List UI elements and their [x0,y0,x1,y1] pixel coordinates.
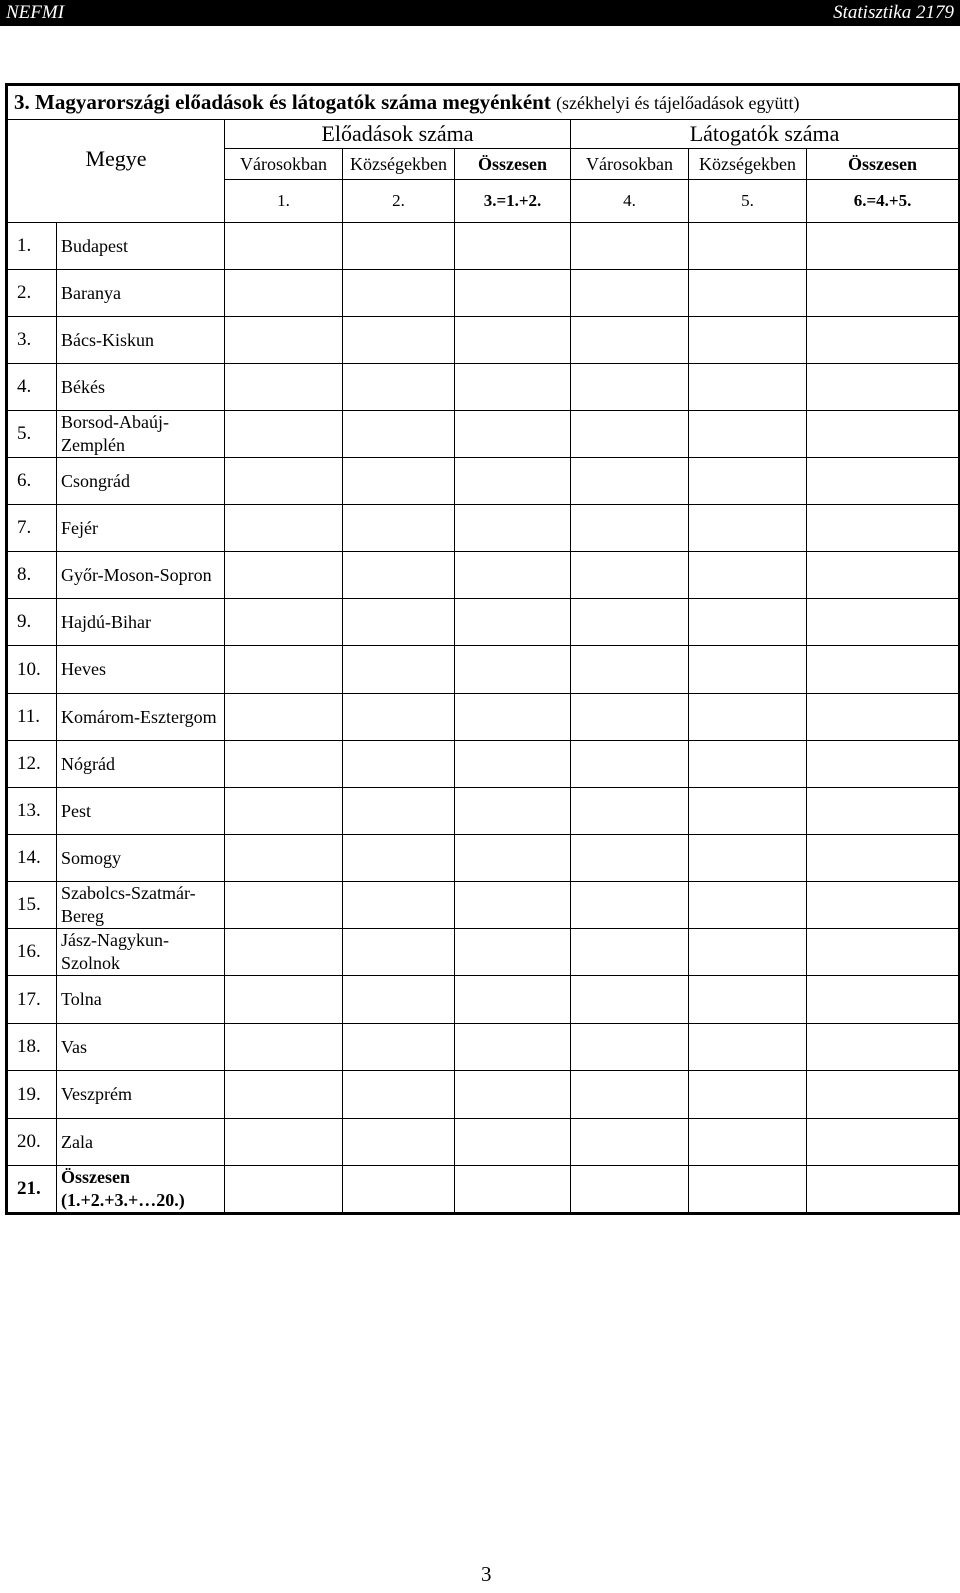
data-cell[interactable] [225,1024,343,1071]
data-cell[interactable] [807,788,960,835]
data-cell[interactable] [689,1071,807,1119]
county-name-text: Baranya [61,282,121,303]
data-cell[interactable] [571,364,689,411]
data-cell[interactable] [343,788,455,835]
header-left: NEFMI [6,2,65,23]
data-cell[interactable] [689,552,807,599]
row-number: 2. [7,270,57,317]
data-cell[interactable] [807,505,960,552]
data-cell[interactable] [689,1119,807,1166]
table-row [7,1024,960,1071]
county-name-text: Komárom-Esztergom [61,706,217,727]
data-cell[interactable] [343,646,455,694]
data-cell[interactable] [225,646,343,694]
county-name-text: Hajdú-Bihar [61,611,151,632]
table-row [7,976,960,1024]
data-cell[interactable] [689,505,807,552]
data-cell[interactable] [807,882,960,929]
table-title [7,85,960,120]
data-cell[interactable] [571,1166,689,1214]
row-number: 16. [7,929,57,976]
data-cell[interactable] [807,552,960,599]
table-row [7,646,960,694]
table-row [7,505,960,552]
data-cell[interactable] [689,458,807,505]
data-cell[interactable] [807,223,960,270]
county-name [57,599,225,646]
column-number: 6.=4.+5. [807,180,960,223]
column-number: 1. [225,180,343,223]
data-cell[interactable] [689,599,807,646]
data-cell[interactable] [689,1166,807,1214]
data-cell[interactable] [571,552,689,599]
data-cell[interactable] [343,835,455,882]
row-number: 1. [7,223,57,270]
county-name-text: Összesen [61,1167,130,1187]
data-cell[interactable] [343,411,455,458]
row-number: 17. [7,976,57,1024]
sub-header: Összesen [807,149,960,180]
column-number: 4. [571,180,689,223]
data-cell[interactable] [225,599,343,646]
table-row [7,835,960,882]
data-cell[interactable] [807,599,960,646]
column-number: 5. [689,180,807,223]
data-cell[interactable] [225,976,343,1024]
data-cell[interactable] [571,505,689,552]
data-cell[interactable] [225,458,343,505]
data-cell[interactable] [571,929,689,976]
data-cell[interactable] [455,1119,571,1166]
table-row [7,270,960,317]
group-header-eloadasok: Előadások száma [225,120,571,149]
data-cell[interactable] [455,364,571,411]
data-cell[interactable] [343,599,455,646]
table-row [7,552,960,599]
data-cell[interactable] [225,882,343,929]
row-number: 20. [7,1119,57,1166]
data-cell[interactable] [571,646,689,694]
county-name-text: Csongrád [61,470,130,491]
data-cell[interactable] [689,976,807,1024]
data-cell[interactable] [807,741,960,788]
data-cell[interactable] [571,411,689,458]
row-number: 11. [7,694,57,741]
county-name-text: Vas [61,1036,87,1057]
county-name [57,552,225,599]
data-cell[interactable] [455,270,571,317]
data-cell[interactable] [807,270,960,317]
county-name [57,694,225,741]
title-main: 3. Magyarországi előadások és látogatók száma megyénként [14,90,551,114]
county-name-text: Jász-Nagykun-Szolnok [61,930,169,973]
data-cell[interactable] [455,741,571,788]
data-cell[interactable] [455,458,571,505]
data-cell[interactable] [807,929,960,976]
data-cell[interactable] [225,741,343,788]
data-cell[interactable] [807,1071,960,1119]
data-cell[interactable] [571,1071,689,1119]
county-name [57,458,225,505]
table-row [7,317,960,364]
data-cell[interactable] [455,694,571,741]
table-row [7,1166,960,1214]
data-cell[interactable] [689,788,807,835]
row-number: 19. [7,1071,57,1119]
data-cell[interactable] [343,882,455,929]
row-number: 18. [7,1024,57,1071]
table-row [7,599,960,646]
row-number: 12. [7,741,57,788]
data-cell[interactable] [571,788,689,835]
row-number: 15. [7,882,57,929]
data-cell[interactable] [343,1166,455,1214]
column-number: 2. [343,180,455,223]
data-cell[interactable] [571,599,689,646]
table-row [7,694,960,741]
county-name-text: Pest [61,800,92,821]
table-row [7,788,960,835]
data-cell[interactable] [225,223,343,270]
sub-header: Városokban [225,149,343,180]
county-name [57,1166,225,1214]
data-cell[interactable] [343,1024,455,1071]
county-name-text: Somogy [61,847,122,868]
data-cell[interactable] [571,694,689,741]
data-cell[interactable] [571,270,689,317]
data-cell[interactable] [689,317,807,364]
table-row [7,1071,960,1119]
sub-header: Községekben [343,149,455,180]
table-row [7,882,960,929]
megye-header: Megye [7,120,225,223]
data-cell[interactable] [343,929,455,976]
table-row [7,364,960,411]
data-cell[interactable] [807,411,960,458]
data-cell[interactable] [225,694,343,741]
row-number: 14. [7,835,57,882]
data-cell[interactable] [455,1166,571,1214]
row-number: 3. [7,317,57,364]
row-number: 13. [7,788,57,835]
data-cell[interactable] [225,788,343,835]
county-name-text: Szabolcs-Szatmár-Bereg [61,883,196,926]
data-cell[interactable] [807,694,960,741]
page-number: 3 [481,1562,492,1586]
data-cell[interactable] [689,741,807,788]
county-name [57,835,225,882]
data-cell[interactable] [571,223,689,270]
county-name [57,929,225,976]
data-cell[interactable] [571,317,689,364]
data-cell[interactable] [455,505,571,552]
row-number: 10. [7,646,57,694]
county-name-text: Tolna [61,989,102,1009]
data-cell[interactable] [807,458,960,505]
page-header [0,0,960,26]
data-cell[interactable] [343,741,455,788]
county-name [57,646,225,694]
row-number: 4. [7,364,57,411]
data-cell[interactable] [689,270,807,317]
county-name [57,788,225,835]
data-cell[interactable] [571,976,689,1024]
county-name [57,976,225,1024]
data-cell[interactable] [807,1166,960,1214]
data-cell[interactable] [343,976,455,1024]
county-name-text: Veszprém [61,1084,132,1104]
data-cell[interactable] [689,411,807,458]
row-number: 8. [7,552,57,599]
county-name [57,411,225,458]
county-name-sub: (1.+2.+3.+…20.) [61,1190,185,1210]
county-name [57,1119,225,1166]
data-cell[interactable] [455,223,571,270]
data-cell[interactable] [343,364,455,411]
county-name [57,317,225,364]
table-row [7,929,960,976]
data-cell[interactable] [455,788,571,835]
data-cell[interactable] [807,976,960,1024]
data-cell[interactable] [455,835,571,882]
county-name-text: Bács-Kiskun [61,329,154,350]
data-cell[interactable] [455,1024,571,1071]
data-cell[interactable] [343,1119,455,1166]
county-name-text: Budapest [61,235,128,256]
data-cell[interactable] [807,317,960,364]
row-number: 6. [7,458,57,505]
data-cell[interactable] [225,1071,343,1119]
data-cell[interactable] [343,458,455,505]
data-cell[interactable] [571,1119,689,1166]
data-cell[interactable] [343,223,455,270]
table-row [7,741,960,788]
data-cell[interactable] [807,364,960,411]
data-cell[interactable] [571,835,689,882]
data-cell[interactable] [689,835,807,882]
county-name [57,882,225,929]
county-name-text: Heves [61,659,106,679]
data-cell[interactable] [571,458,689,505]
county-name [57,270,225,317]
table-row [7,458,960,505]
sub-header: Városokban [571,149,689,180]
data-cell[interactable] [225,1119,343,1166]
data-cell[interactable] [343,1071,455,1119]
row-number: 21. [7,1166,57,1214]
data-cell[interactable] [807,835,960,882]
county-name-text: Borsod-Abaúj-Zemplén [61,412,169,455]
county-name-text: Békés [61,376,105,397]
data-cell[interactable] [455,646,571,694]
county-name-text: Fejér [61,517,98,538]
data-cell[interactable] [807,1024,960,1071]
data-cell[interactable] [225,411,343,458]
county-name [57,364,225,411]
row-number: 7. [7,505,57,552]
table-row [7,411,960,458]
data-cell[interactable] [343,270,455,317]
data-cell[interactable] [455,976,571,1024]
group-header-latogatok: Látogatók száma [571,120,960,149]
data-cell[interactable] [343,317,455,364]
row-number: 9. [7,599,57,646]
data-cell[interactable] [689,882,807,929]
data-cell[interactable] [225,835,343,882]
data-cell[interactable] [571,1024,689,1071]
data-cell[interactable] [225,552,343,599]
data-cell[interactable] [455,411,571,458]
data-cell[interactable] [343,552,455,599]
data-cell[interactable] [571,882,689,929]
county-name-text: Győr-Moson-Sopron [61,564,212,585]
header-right: Statisztika 2179 [833,2,954,23]
data-cell[interactable] [455,882,571,929]
county-name [57,505,225,552]
title-sub: (székhelyi és tájelőadások együtt) [556,93,800,113]
county-name [57,1071,225,1119]
data-cell[interactable] [689,646,807,694]
county-name [57,1024,225,1071]
column-number: 3.=1.+2. [455,180,571,223]
data-cell[interactable] [455,599,571,646]
data-cell[interactable] [571,741,689,788]
sub-header: Összesen [455,149,571,180]
sub-header: Községekben [689,149,807,180]
table-row [7,223,960,270]
data-cell[interactable] [225,270,343,317]
data-cell[interactable] [689,364,807,411]
row-number: 5. [7,411,57,458]
data-cell[interactable] [225,505,343,552]
data-cell[interactable] [807,1119,960,1166]
data-form-table [5,83,960,1215]
data-cell[interactable] [225,317,343,364]
data-cell[interactable] [225,929,343,976]
data-cell[interactable] [689,694,807,741]
data-cell[interactable] [455,317,571,364]
county-name-text: Nógrád [61,753,115,774]
data-cell[interactable] [343,694,455,741]
county-name [57,223,225,270]
data-cell[interactable] [455,552,571,599]
data-cell[interactable] [689,223,807,270]
data-cell[interactable] [807,646,960,694]
data-cell[interactable] [689,929,807,976]
data-cell[interactable] [455,1071,571,1119]
data-cell[interactable] [455,929,571,976]
table-row [7,1119,960,1166]
county-name-text: Zala [61,1131,93,1152]
data-cell[interactable] [225,364,343,411]
county-name [57,741,225,788]
data-cell[interactable] [689,1024,807,1071]
data-cell[interactable] [343,505,455,552]
data-cell[interactable] [225,1166,343,1214]
